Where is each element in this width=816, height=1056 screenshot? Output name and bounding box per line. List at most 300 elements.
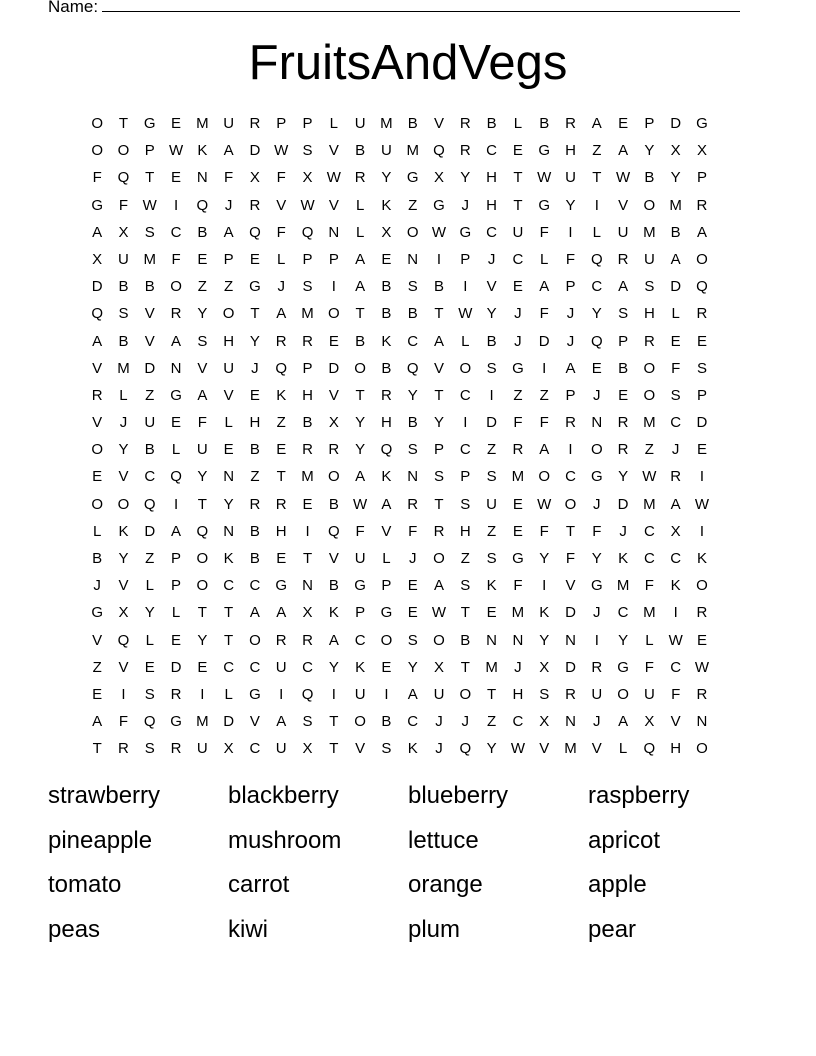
grid-letter[interactable]: V [118, 658, 129, 676]
grid-letter[interactable]: B [381, 713, 392, 731]
grid-letter[interactable]: L [119, 386, 128, 404]
grid-letter[interactable]: Z [539, 386, 549, 404]
grid-letter[interactable]: H [275, 522, 287, 540]
grid-letter[interactable]: M [564, 740, 577, 758]
grid-letter[interactable]: A [276, 604, 287, 622]
grid-letter[interactable]: N [565, 713, 576, 731]
grid-letter[interactable]: E [171, 414, 182, 432]
grid-letter[interactable]: I [121, 685, 126, 703]
grid-letter[interactable]: Q [590, 250, 603, 268]
grid-letter[interactable]: V [144, 332, 155, 350]
grid-letter[interactable]: E [92, 468, 103, 486]
grid-letter[interactable]: L [171, 604, 181, 622]
grid-letter[interactable]: E [328, 332, 339, 350]
grid-letter[interactable]: K [381, 196, 392, 214]
grid-letter[interactable]: T [329, 713, 339, 731]
grid-letter[interactable]: E [512, 522, 523, 540]
grid-letter[interactable]: U [643, 250, 655, 268]
grid-letter[interactable]: F [276, 223, 286, 241]
grid-letter[interactable]: I [594, 196, 599, 214]
grid-letter[interactable]: M [301, 305, 314, 323]
grid-letter[interactable]: D [144, 359, 156, 377]
grid-letter[interactable]: M [511, 468, 525, 486]
grid-letter[interactable]: I [173, 495, 179, 513]
grid-letter[interactable]: B [670, 223, 681, 241]
grid-letter[interactable]: C [249, 658, 261, 676]
grid-letter[interactable]: Y [539, 631, 550, 649]
grid-letter[interactable]: J [593, 604, 601, 622]
grid-letter[interactable]: K [696, 550, 707, 567]
grid-letter[interactable]: P [565, 278, 576, 296]
grid-letter[interactable]: L [461, 332, 470, 350]
grid-letter[interactable]: M [485, 658, 498, 676]
grid-letter[interactable]: E [92, 685, 103, 703]
grid-letter[interactable]: O [91, 142, 103, 160]
grid-letter[interactable]: H [459, 522, 471, 540]
grid-letter[interactable]: T [276, 468, 286, 486]
grid-letter[interactable]: X [434, 658, 445, 676]
grid-letter[interactable]: Y [539, 550, 550, 567]
grid-letter[interactable]: S [407, 278, 418, 296]
grid-letter[interactable]: F [565, 250, 576, 268]
grid-letter[interactable]: T [592, 169, 602, 187]
grid-letter[interactable]: V [328, 142, 339, 160]
grid-letter[interactable]: Q [433, 142, 445, 160]
grid-letter[interactable]: Z [92, 658, 102, 676]
grid-letter[interactable]: C [486, 142, 498, 160]
grid-letter[interactable]: Y [355, 414, 366, 432]
grid-letter[interactable]: T [197, 604, 207, 622]
grid-letter[interactable]: F [118, 196, 129, 214]
grid-letter[interactable]: C [223, 658, 235, 676]
grid-letter[interactable]: V [381, 522, 392, 540]
grid-letter[interactable]: W [353, 495, 368, 513]
grid-letter[interactable]: U [354, 115, 366, 132]
grid-letter[interactable]: E [591, 359, 602, 377]
grid-letter[interactable]: O [696, 250, 708, 268]
grid-letter[interactable]: Q [301, 223, 314, 241]
grid-letter[interactable]: R [565, 115, 576, 132]
grid-letter[interactable]: X [92, 250, 103, 268]
grid-letter[interactable]: B [92, 550, 103, 567]
grid-letter[interactable]: C [591, 278, 603, 296]
grid-letter[interactable]: A [407, 685, 418, 703]
grid-letter[interactable]: B [539, 115, 550, 132]
letter-grid[interactable] [84, 114, 715, 767]
grid-letter[interactable]: Z [487, 522, 497, 540]
grid-letter[interactable]: W [694, 658, 710, 676]
grid-letter[interactable]: V [618, 196, 629, 214]
grid-letter[interactable]: F [644, 577, 654, 595]
grid-letter[interactable]: Q [117, 169, 130, 187]
grid-letter[interactable]: X [670, 522, 681, 540]
grid-letter[interactable]: D [249, 142, 261, 160]
grid-letter[interactable]: R [118, 740, 129, 758]
grid-letter[interactable]: I [463, 278, 468, 296]
grid-letter[interactable]: L [171, 441, 181, 459]
grid-letter[interactable]: Y [486, 740, 497, 758]
grid-letter[interactable]: V [197, 359, 208, 377]
grid-letter[interactable]: J [435, 740, 443, 758]
grid-letter[interactable]: R [407, 495, 419, 513]
grid-letter[interactable]: E [512, 495, 523, 513]
grid-letter[interactable]: W [431, 223, 447, 241]
grid-letter[interactable]: T [302, 550, 313, 567]
grid-letter[interactable]: F [513, 414, 523, 432]
grid-letter[interactable]: V [565, 577, 576, 595]
grid-letter[interactable]: O [196, 577, 209, 595]
grid-letter[interactable]: J [566, 332, 575, 350]
grid-letter[interactable]: K [670, 577, 681, 595]
grid-letter[interactable]: Z [487, 441, 497, 459]
grid-letter[interactable]: J [593, 495, 601, 513]
grid-letter[interactable]: O [196, 550, 209, 567]
grid-letter[interactable]: T [434, 495, 444, 513]
grid-letter[interactable]: Q [170, 468, 182, 486]
grid-letter[interactable]: V [92, 414, 103, 432]
grid-letter[interactable]: A [591, 115, 602, 132]
grid-letter[interactable]: E [276, 550, 287, 567]
grid-letter[interactable]: Y [460, 169, 471, 187]
grid-letter[interactable]: U [354, 550, 366, 567]
grid-letter[interactable]: P [644, 115, 655, 132]
grid-letter[interactable]: E [171, 631, 182, 649]
grid-letter[interactable]: G [249, 685, 261, 703]
grid-letter[interactable]: Z [276, 414, 286, 432]
grid-letter[interactable]: I [331, 685, 336, 703]
grid-letter[interactable]: C [459, 386, 471, 404]
grid-letter[interactable]: O [696, 740, 708, 758]
grid-letter[interactable]: F [276, 169, 286, 187]
grid-letter[interactable]: E [381, 658, 392, 676]
grid-letter[interactable]: S [381, 740, 392, 758]
grid-letter[interactable]: A [355, 278, 366, 296]
grid-letter[interactable]: A [92, 332, 103, 350]
grid-letter[interactable]: B [407, 414, 418, 432]
grid-letter[interactable]: M [196, 713, 209, 731]
grid-letter[interactable]: O [696, 577, 708, 595]
grid-letter[interactable]: F [539, 305, 549, 323]
grid-letter[interactable]: F [224, 169, 234, 187]
grid-letter[interactable]: L [592, 223, 601, 241]
grid-letter[interactable]: S [696, 359, 707, 377]
grid-letter[interactable]: Y [591, 305, 602, 323]
grid-letter[interactable]: I [594, 631, 599, 649]
grid-letter[interactable]: M [406, 142, 419, 160]
grid-letter[interactable]: A [618, 278, 629, 296]
grid-letter[interactable]: B [249, 550, 260, 567]
grid-letter[interactable]: X [381, 223, 392, 241]
grid-letter[interactable]: D [486, 414, 498, 432]
grid-letter[interactable]: Z [644, 441, 654, 459]
grid-letter[interactable]: E [407, 604, 418, 622]
grid-letter[interactable]: T [250, 305, 260, 323]
grid-letter[interactable]: H [670, 740, 682, 758]
grid-letter[interactable]: I [305, 522, 310, 540]
grid-letter[interactable]: S [434, 468, 445, 486]
grid-letter[interactable]: U [144, 414, 156, 432]
grid-letter[interactable]: H [565, 142, 576, 160]
grid-letter[interactable]: R [617, 250, 629, 268]
grid-letter[interactable]: F [592, 522, 602, 540]
grid-letter[interactable]: A [223, 223, 234, 241]
grid-letter[interactable]: E [696, 631, 707, 649]
grid-letter[interactable]: A [92, 223, 103, 241]
grid-letter[interactable]: Q [275, 359, 288, 377]
grid-letter[interactable]: G [590, 468, 603, 486]
grid-letter[interactable]: K [381, 468, 392, 486]
grid-letter[interactable]: Y [223, 495, 234, 513]
grid-letter[interactable]: U [380, 142, 392, 160]
grid-letter[interactable]: Y [249, 332, 260, 350]
grid-letter[interactable]: E [512, 278, 523, 296]
grid-letter[interactable]: K [539, 604, 550, 622]
grid-letter[interactable]: Y [197, 305, 208, 323]
grid-letter[interactable]: Q [696, 278, 708, 296]
grid-letter[interactable]: D [617, 495, 629, 513]
grid-letter[interactable]: J [435, 713, 443, 731]
grid-letter[interactable]: I [436, 250, 442, 268]
grid-letter[interactable]: R [696, 604, 708, 622]
grid-letter[interactable]: P [565, 386, 576, 404]
grid-letter[interactable]: Z [513, 386, 523, 404]
grid-letter[interactable]: X [118, 604, 129, 622]
grid-letter[interactable]: U [275, 658, 287, 676]
grid-letter[interactable]: G [91, 604, 103, 622]
grid-letter[interactable]: Y [486, 305, 497, 323]
grid-letter[interactable]: A [670, 250, 681, 268]
grid-letter[interactable]: N [486, 631, 498, 649]
grid-letter[interactable]: C [459, 441, 471, 459]
grid-letter[interactable]: X [670, 142, 681, 160]
grid-letter[interactable]: A [171, 522, 182, 540]
grid-letter[interactable]: C [249, 740, 261, 758]
grid-letter[interactable]: O [617, 685, 629, 703]
grid-letter[interactable]: M [669, 196, 682, 214]
grid-letter[interactable]: I [200, 685, 205, 703]
grid-letter[interactable]: X [644, 713, 655, 731]
name-underline[interactable] [102, 0, 740, 12]
grid-letter[interactable]: X [696, 142, 707, 160]
grid-letter[interactable]: U [512, 223, 524, 241]
grid-letter[interactable]: S [460, 577, 471, 595]
grid-letter[interactable]: U [565, 169, 576, 187]
grid-letter[interactable]: Y [328, 658, 339, 676]
grid-letter[interactable]: P [355, 604, 366, 622]
grid-letter[interactable]: O [564, 495, 577, 513]
grid-letter[interactable]: H [486, 196, 498, 214]
name-field[interactable] [48, 0, 740, 17]
grid-letter[interactable]: T [565, 522, 576, 540]
grid-letter[interactable]: E [302, 495, 313, 513]
grid-letter[interactable]: X [302, 740, 313, 758]
grid-letter[interactable]: I [699, 522, 705, 540]
grid-letter[interactable]: V [539, 740, 550, 758]
grid-letter[interactable]: K [197, 142, 208, 160]
grid-letter[interactable]: Q [459, 740, 472, 758]
grid-letter[interactable]: F [355, 522, 365, 540]
grid-letter[interactable]: V [144, 305, 155, 323]
grid-letter[interactable]: O [354, 359, 366, 377]
grid-letter[interactable]: C [643, 550, 655, 567]
grid-letter[interactable]: I [568, 441, 573, 459]
grid-letter[interactable]: J [514, 305, 522, 323]
grid-letter[interactable]: D [223, 713, 235, 731]
grid-letter[interactable]: A [670, 495, 681, 513]
grid-letter[interactable]: L [382, 550, 391, 567]
grid-letter[interactable]: T [355, 305, 365, 323]
grid-letter[interactable]: T [487, 685, 497, 703]
grid-letter[interactable]: P [328, 250, 339, 268]
grid-letter[interactable]: G [406, 169, 419, 187]
grid-letter[interactable]: Y [670, 169, 681, 187]
grid-letter[interactable]: I [489, 386, 494, 404]
grid-letter[interactable]: C [354, 631, 366, 649]
grid-letter[interactable]: Q [301, 685, 314, 703]
grid-letter[interactable]: R [275, 495, 287, 513]
grid-letter[interactable]: M [117, 359, 130, 377]
grid-letter[interactable]: I [463, 414, 468, 432]
grid-letter[interactable]: R [459, 115, 471, 132]
grid-letter[interactable]: I [673, 604, 678, 622]
grid-letter[interactable]: O [433, 550, 445, 567]
grid-letter[interactable]: O [643, 386, 656, 404]
grid-letter[interactable]: B [355, 142, 366, 160]
grid-letter[interactable]: Y [381, 169, 392, 187]
grid-letter[interactable]: J [93, 577, 101, 595]
grid-letter[interactable]: F [171, 250, 181, 268]
grid-letter[interactable]: H [643, 305, 655, 323]
grid-letter[interactable]: T [197, 495, 207, 513]
grid-letter[interactable]: T [355, 386, 365, 404]
grid-letter[interactable]: B [249, 522, 260, 540]
grid-letter[interactable]: U [433, 685, 445, 703]
grid-letter[interactable]: P [302, 115, 313, 132]
grid-letter[interactable]: A [696, 223, 707, 241]
grid-letter[interactable]: O [643, 196, 656, 214]
grid-letter[interactable]: H [512, 685, 524, 703]
grid-letter[interactable]: R [302, 332, 313, 350]
grid-letter[interactable]: Q [117, 631, 130, 649]
grid-letter[interactable]: R [696, 196, 708, 214]
grid-letter[interactable]: T [92, 740, 102, 758]
grid-letter[interactable]: N [407, 468, 419, 486]
grid-letter[interactable]: P [618, 332, 629, 350]
grid-letter[interactable]: T [460, 604, 470, 622]
grid-letter[interactable]: S [486, 550, 497, 567]
grid-letter[interactable]: A [539, 278, 550, 296]
grid-letter[interactable]: T [145, 169, 155, 187]
grid-letter[interactable]: Y [618, 631, 629, 649]
grid-letter[interactable]: M [511, 604, 525, 622]
grid-letter[interactable]: V [92, 359, 103, 377]
grid-letter[interactable]: N [223, 522, 235, 540]
grid-letter[interactable]: B [328, 495, 339, 513]
grid-letter[interactable]: U [591, 685, 603, 703]
grid-letter[interactable]: N [302, 577, 313, 595]
grid-letter[interactable]: L [224, 414, 233, 432]
grid-letter[interactable]: Z [487, 713, 497, 731]
grid-letter[interactable]: T [224, 631, 234, 649]
grid-letter[interactable]: E [197, 250, 208, 268]
grid-letter[interactable]: G [433, 196, 445, 214]
grid-letter[interactable]: V [328, 550, 339, 567]
grid-letter[interactable]: B [118, 332, 129, 350]
grid-letter[interactable]: D [565, 658, 576, 676]
grid-letter[interactable]: V [276, 196, 287, 214]
grid-letter[interactable]: F [92, 169, 102, 187]
grid-letter[interactable]: B [434, 278, 445, 296]
grid-letter[interactable]: W [510, 740, 525, 758]
grid-letter[interactable]: P [171, 577, 182, 595]
grid-letter[interactable]: O [222, 305, 235, 323]
grid-letter[interactable]: D [670, 115, 682, 132]
grid-letter[interactable]: V [434, 359, 445, 377]
grid-letter[interactable]: B [486, 332, 497, 350]
grid-letter[interactable]: T [513, 169, 523, 187]
grid-letter[interactable]: A [565, 359, 576, 377]
grid-letter[interactable]: D [696, 414, 708, 432]
grid-letter[interactable]: D [538, 332, 550, 350]
grid-letter[interactable]: I [568, 223, 573, 241]
grid-letter[interactable]: U [486, 495, 498, 513]
grid-letter[interactable]: A [171, 332, 182, 350]
grid-letter[interactable]: S [407, 631, 418, 649]
grid-letter[interactable]: E [486, 604, 497, 622]
grid-letter[interactable]: J [461, 713, 470, 731]
grid-letter[interactable]: Y [197, 468, 208, 486]
grid-letter[interactable]: X [302, 604, 313, 622]
grid-letter[interactable]: P [696, 169, 707, 187]
grid-letter[interactable]: B [381, 359, 392, 377]
grid-letter[interactable]: G [170, 713, 182, 731]
grid-letter[interactable]: J [408, 550, 417, 567]
grid-letter[interactable]: L [277, 250, 286, 268]
grid-letter[interactable]: A [276, 305, 287, 323]
grid-letter[interactable]: P [460, 468, 471, 486]
grid-letter[interactable]: B [618, 359, 629, 377]
grid-letter[interactable]: I [699, 468, 705, 486]
grid-letter[interactable]: S [302, 713, 313, 731]
grid-letter[interactable]: Z [197, 278, 207, 296]
grid-letter[interactable]: E [407, 577, 418, 595]
grid-letter[interactable]: M [301, 468, 314, 486]
grid-letter[interactable]: G [538, 196, 551, 214]
grid-letter[interactable]: N [407, 250, 419, 268]
grid-letter[interactable]: R [328, 441, 340, 459]
grid-letter[interactable]: Z [145, 386, 155, 404]
grid-letter[interactable]: F [197, 414, 207, 432]
grid-letter[interactable]: O [538, 468, 551, 486]
grid-letter[interactable]: C [670, 658, 682, 676]
grid-letter[interactable]: F [644, 658, 654, 676]
grid-letter[interactable]: E [696, 332, 707, 350]
grid-letter[interactable]: S [618, 305, 629, 323]
grid-letter[interactable]: W [168, 142, 184, 160]
grid-letter[interactable]: E [618, 115, 629, 132]
grid-letter[interactable]: E [249, 386, 260, 404]
grid-letter[interactable]: Y [644, 142, 655, 160]
grid-letter[interactable]: X [539, 713, 550, 731]
grid-letter[interactable]: Q [91, 305, 103, 323]
grid-letter[interactable]: P [381, 577, 392, 595]
grid-letter[interactable]: J [224, 196, 233, 214]
grid-letter[interactable]: I [173, 196, 179, 214]
grid-letter[interactable]: Q [590, 332, 603, 350]
grid-letter[interactable]: K [407, 740, 418, 758]
grid-letter[interactable]: Y [565, 196, 576, 214]
grid-letter[interactable]: W [274, 142, 289, 160]
